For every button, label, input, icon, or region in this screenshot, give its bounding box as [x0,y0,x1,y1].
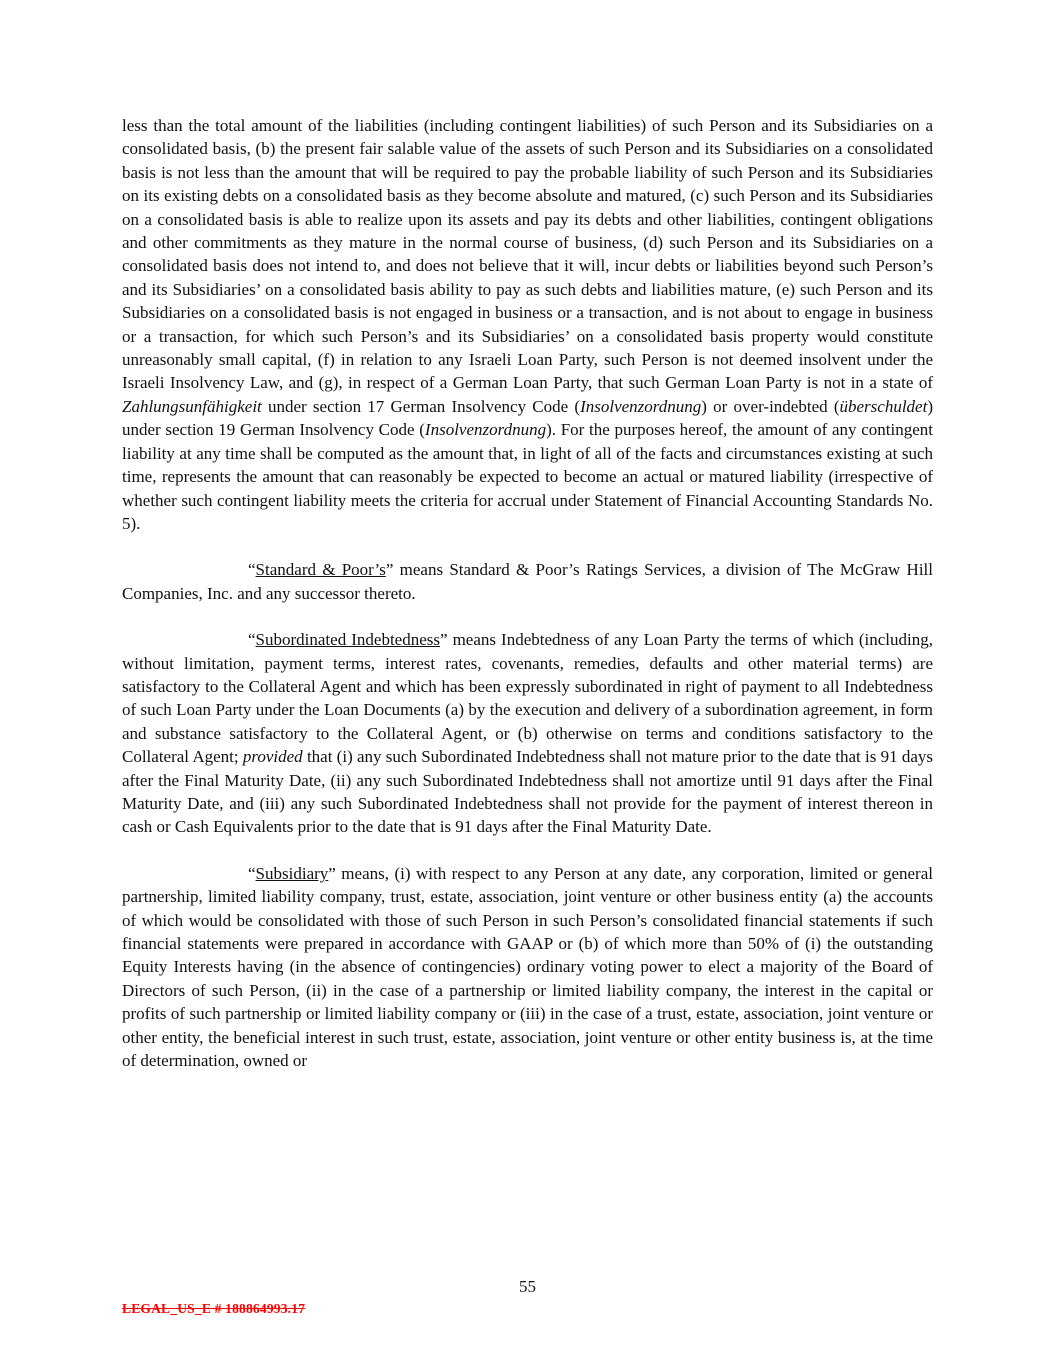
paragraph-definition-subordinated-indebtedness [122,628,933,839]
text-run: “ [248,560,256,580]
text-run: “ [248,630,256,650]
defined-term-underlined: Subordinated Indebtedness [255,630,440,650]
text-run: ). For the purposes hereof, the amount of any contingent liability at any time shall be computed as the amount that, in light of all of the facts and circumstances existing at such time, represents the amount that can reasonably be expected to become an actual or matured liability (irrespective of whether such contingent liability meets the criteria for accrual under Statement of Financial Accounting Standards No. 5). [122,420,934,533]
paragraph-definition-subsidiary [122,862,933,1073]
text-run: “ [248,863,256,883]
text-run: under section 17 German Insolvency Code ( [261,396,581,416]
defined-term-underlined: Subsidiary [255,863,329,883]
text-run: ) under section 19 German Insolvency Code ( [122,396,933,440]
text-run: ” means, (i) with respect to any Person at any date, any corporation, limited or general partnership, limited liability company, trust, estate, association, joint venture or other business entity (a) the accounts of which would be consolidated with those of such Person in such Person’s consolidated financial statements if such financial statements were prepared in accordance with GAAP or (b) of which more than 50% of (i) the outstanding Equity Interests having (in the absence of contingencies) ordinary voting power to elect a majority of the Board of Directors of such Person, (ii) in the case of a partnership or limited liability company, the interest in the capital or profits of such partnership or limited liability company or (iii) in the case of a trust, estate, association, joint venture or other entity, the beneficial interest in such trust, estate, association, joint venture or other entity business is, at the time of determination, owned or [122,863,933,1071]
defined-term-underlined: Standard & Poor’s [255,560,386,580]
text-run-italic: Insolvenzordnung [580,396,702,416]
paragraph-continuation [122,114,933,535]
text-run-italic: Zahlungsunfähigkeit [122,396,262,416]
legal-document-id-stamp: LEGAL_US_E # 188864993.17 [122,1301,306,1316]
text-run-italic: überschuldet [839,396,928,416]
page-number: 55 [519,1277,536,1296]
text-run: ” means Indebtedness of any Loan Party the terms of which (including, without limitation, payment terms, interest rates, covenants, remedies, defaults and other material terms) are satisfactory to the Collateral Agent and which has been expressly subordinated in right of payment to all Indebtedness of such Loan Party under the Loan Documents (a) by the execution and delivery of a subordination agreement, in form and substance satisfactory to the Collateral Agent, or (b) otherwise on terms and conditions satisfactory to the Collateral Agent; [122,630,934,767]
text-run: that (i) any such Subordinated Indebtedness shall not mature prior to the date that is 91 days after the Final Maturity Date, (ii) any such Subordinated Indebtedness shall not amortize until 91 days after the Final Maturity Date, and (iii) any such Subordinated Indebtedness shall not provide for the payment of interest thereon in cash or Cash Equivalents prior to the date that is 91 days after the Final Maturity Date. [122,747,933,837]
page-body-text [122,114,933,1095]
text-run: ) or over-indebted ( [701,396,840,416]
text-run-italic: Insolvenzordnung [424,420,547,440]
text-run-italic: provided [242,747,303,767]
text-run: ” means Standard & Poor’s Ratings Services, a division of The McGraw Hill Companies, Inc. and any successor thereto. [122,560,933,603]
paragraph-definition-standard-and-poors [122,558,933,605]
text-run: less than the total amount of the liabilities (including contingent liabilities) of such Person and its Subsidiaries on a consolidated basis, (b) the present fair salable value of the assets of such Person and its Subsidiaries on a consolidated basis is not less than the amount that will be required to pay the probable liability of such Person and its Subsidiaries on its existing debts on a consolidated basis as they become absolute and matured, (c) such Person and its Subsidiaries on a consolidated basis is able to realize upon its assets and pay its debts and other liabilities, contingent obligations and other commitments as they mature in the normal course of business, (d) such Person and its Subsidiaries on a consolidated basis does not intend to, and does not believe that it will, incur debts or liabilities beyond such Person’s and its Subsidiaries’ on a consolidated basis ability to pay as such debts and liabilities mature, (e) such Person and its Subsidiaries on a consolidated basis is not engaged in business or a transaction, and is not about to engage in business or a transaction, for which such Person’s and its Subsidiaries’ on a consolidated basis property would constitute unreasonably small capital, (f) in relation to any Israeli Loan Party, such Person is not deemed insolvent under the Israeli Insolvency Law, and (g), in respect of a German Loan Party, that such German Loan Party is not in a state of [122,116,933,393]
